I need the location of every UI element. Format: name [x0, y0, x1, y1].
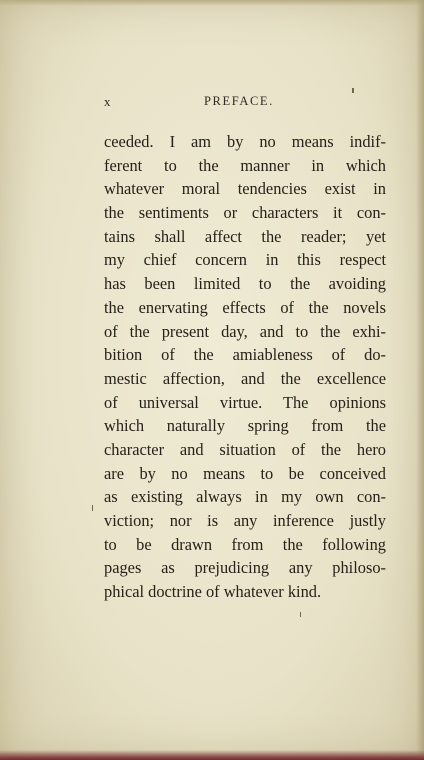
text-line: bition of the amiableness of do-: [104, 345, 386, 365]
page-right-edge: [416, 0, 424, 760]
paper-blemish: [300, 612, 301, 617]
text-line: the sentiments or characters it con-: [104, 203, 386, 223]
text-line: as existing always in my own con-: [104, 487, 386, 507]
text-line: to be drawn from the following: [104, 534, 386, 554]
text-line: has been limited to the avoiding: [104, 274, 386, 294]
text-line: ceeded. I am by no means indif-: [104, 132, 386, 151]
page-top-edge: [0, 0, 424, 6]
paper-blemish: [352, 88, 354, 93]
text-line: the enervating effects of the novels: [104, 297, 386, 317]
text-line: my chief concern in this respect: [104, 250, 386, 270]
text-line: ferent to the manner in which: [104, 155, 386, 175]
text-line: are by no means to be conceived: [104, 463, 386, 483]
text-line: whatever moral tendencies exist in: [104, 179, 386, 199]
text-line: of universal virtue. The opinions: [104, 392, 386, 412]
text-line: tains shall affect the reader; yet: [104, 226, 386, 246]
page-number: x: [104, 94, 113, 109]
text-line: pages as prejudicing any philoso-: [104, 558, 386, 578]
preface-body: [104, 130, 386, 604]
page-bottom-edge: [0, 750, 424, 760]
text-line: character and situation of the hero: [104, 439, 386, 459]
text-line: mestic affection, and the excellence: [104, 368, 386, 388]
paper-blemish: [92, 505, 93, 511]
text-line: of the present day, and to the exhi-: [104, 321, 386, 341]
running-title: PREFACE.: [204, 94, 274, 108]
text-line: viction; nor is any inference justly: [104, 511, 386, 530]
text-line: phical doctrine of whatever kind.: [104, 582, 322, 602]
page-header: [104, 94, 386, 114]
text-line: which naturally spring from the: [104, 416, 386, 436]
